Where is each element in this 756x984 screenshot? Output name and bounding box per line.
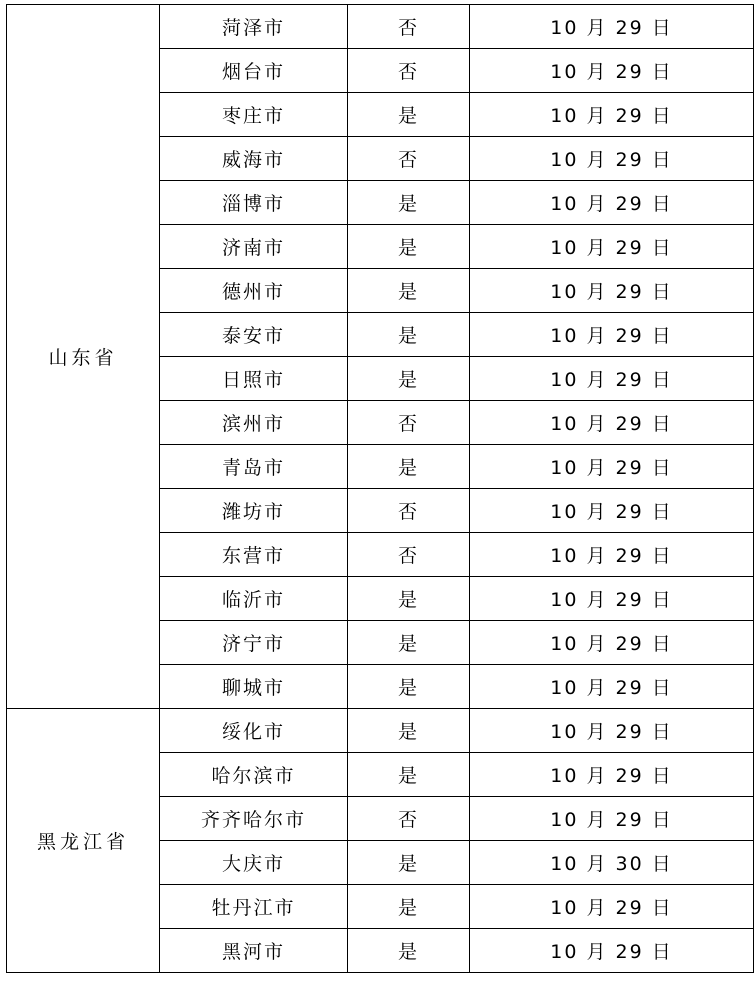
date-cell: 10 月 30 日 [470, 841, 754, 885]
date-cell: 10 月 29 日 [470, 137, 754, 181]
province-cell: 黑龙江省 [7, 709, 160, 973]
date-cell: 10 月 29 日 [470, 797, 754, 841]
city-cell: 临沂市 [160, 577, 348, 621]
status-cell: 是 [348, 665, 470, 709]
status-cell: 是 [348, 753, 470, 797]
status-cell: 是 [348, 929, 470, 973]
status-cell: 是 [348, 709, 470, 753]
date-cell: 10 月 29 日 [470, 753, 754, 797]
status-cell: 否 [348, 797, 470, 841]
city-cell: 滨州市 [160, 401, 348, 445]
status-cell: 是 [348, 357, 470, 401]
status-cell: 否 [348, 533, 470, 577]
status-cell: 否 [348, 137, 470, 181]
city-cell: 哈尔滨市 [160, 753, 348, 797]
table-row [7, 709, 754, 753]
city-cell: 烟台市 [160, 49, 348, 93]
date-cell: 10 月 29 日 [470, 401, 754, 445]
city-cell: 聊城市 [160, 665, 348, 709]
city-cell: 大庆市 [160, 841, 348, 885]
date-cell: 10 月 29 日 [470, 357, 754, 401]
date-cell: 10 月 29 日 [470, 181, 754, 225]
date-cell: 10 月 29 日 [470, 5, 754, 49]
table-row [7, 5, 754, 49]
city-table [6, 4, 754, 973]
status-cell: 是 [348, 181, 470, 225]
city-cell: 济宁市 [160, 621, 348, 665]
status-cell: 否 [348, 5, 470, 49]
city-cell: 牡丹江市 [160, 885, 348, 929]
date-cell: 10 月 29 日 [470, 489, 754, 533]
date-cell: 10 月 29 日 [470, 533, 754, 577]
date-cell: 10 月 29 日 [470, 929, 754, 973]
city-cell: 黑河市 [160, 929, 348, 973]
city-cell: 枣庄市 [160, 93, 348, 137]
status-cell: 是 [348, 313, 470, 357]
date-cell: 10 月 29 日 [470, 665, 754, 709]
status-cell: 是 [348, 225, 470, 269]
city-cell: 齐齐哈尔市 [160, 797, 348, 841]
date-cell: 10 月 29 日 [470, 225, 754, 269]
date-cell: 10 月 29 日 [470, 577, 754, 621]
city-cell: 济南市 [160, 225, 348, 269]
city-cell: 威海市 [160, 137, 348, 181]
city-cell: 淄博市 [160, 181, 348, 225]
date-cell: 10 月 29 日 [470, 621, 754, 665]
city-cell: 青岛市 [160, 445, 348, 489]
date-cell: 10 月 29 日 [470, 709, 754, 753]
city-cell: 绥化市 [160, 709, 348, 753]
date-cell: 10 月 29 日 [470, 93, 754, 137]
date-cell: 10 月 29 日 [470, 445, 754, 489]
status-cell: 否 [348, 401, 470, 445]
status-cell: 是 [348, 621, 470, 665]
date-cell: 10 月 29 日 [470, 313, 754, 357]
province-cell: 山东省 [7, 5, 160, 709]
city-cell: 日照市 [160, 357, 348, 401]
status-cell: 是 [348, 269, 470, 313]
status-cell: 是 [348, 445, 470, 489]
date-cell: 10 月 29 日 [470, 885, 754, 929]
status-cell: 是 [348, 841, 470, 885]
city-cell: 东营市 [160, 533, 348, 577]
date-cell: 10 月 29 日 [470, 49, 754, 93]
city-cell: 菏泽市 [160, 5, 348, 49]
status-cell: 否 [348, 49, 470, 93]
status-cell: 否 [348, 489, 470, 533]
status-cell: 是 [348, 577, 470, 621]
status-cell: 是 [348, 93, 470, 137]
status-cell: 是 [348, 885, 470, 929]
date-cell: 10 月 29 日 [470, 269, 754, 313]
table-body [7, 5, 754, 973]
city-cell: 泰安市 [160, 313, 348, 357]
city-cell: 德州市 [160, 269, 348, 313]
city-cell: 潍坊市 [160, 489, 348, 533]
